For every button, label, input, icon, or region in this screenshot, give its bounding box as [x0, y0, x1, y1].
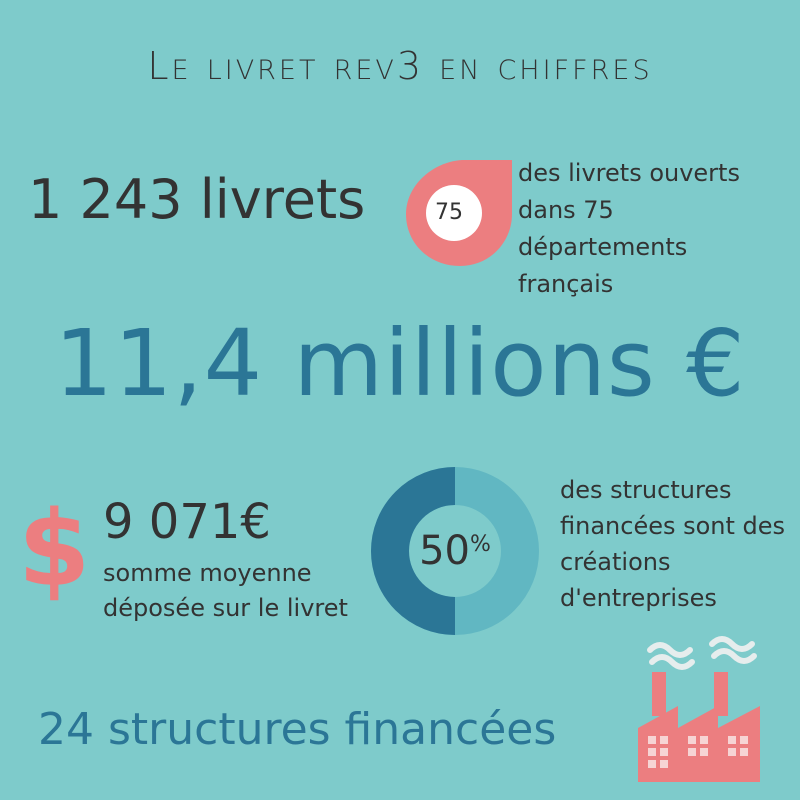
departments-number: 75: [435, 200, 463, 225]
dollar-icon: $: [18, 488, 91, 610]
creations-percent: [370, 528, 540, 574]
percent-sign: %: [470, 532, 491, 557]
departments-text: des livrets ouverts dans 75 départements français: [518, 159, 740, 298]
page-title: Le livret rev3 en chiffres: [147, 44, 653, 88]
total-amount: 11,4 millions €: [54, 310, 746, 417]
structures-financed: 24 structures financées: [38, 704, 557, 755]
creations-text: des structures financées sont des créations d'entreprises: [560, 476, 786, 612]
average-amount: 9 071€: [103, 494, 271, 550]
livrets-count: 1 243 livrets: [28, 168, 366, 231]
average-text: somme moyenne déposée sur le livret: [103, 559, 348, 622]
percent-value: 50: [419, 528, 470, 574]
factory-icon: [630, 632, 770, 782]
